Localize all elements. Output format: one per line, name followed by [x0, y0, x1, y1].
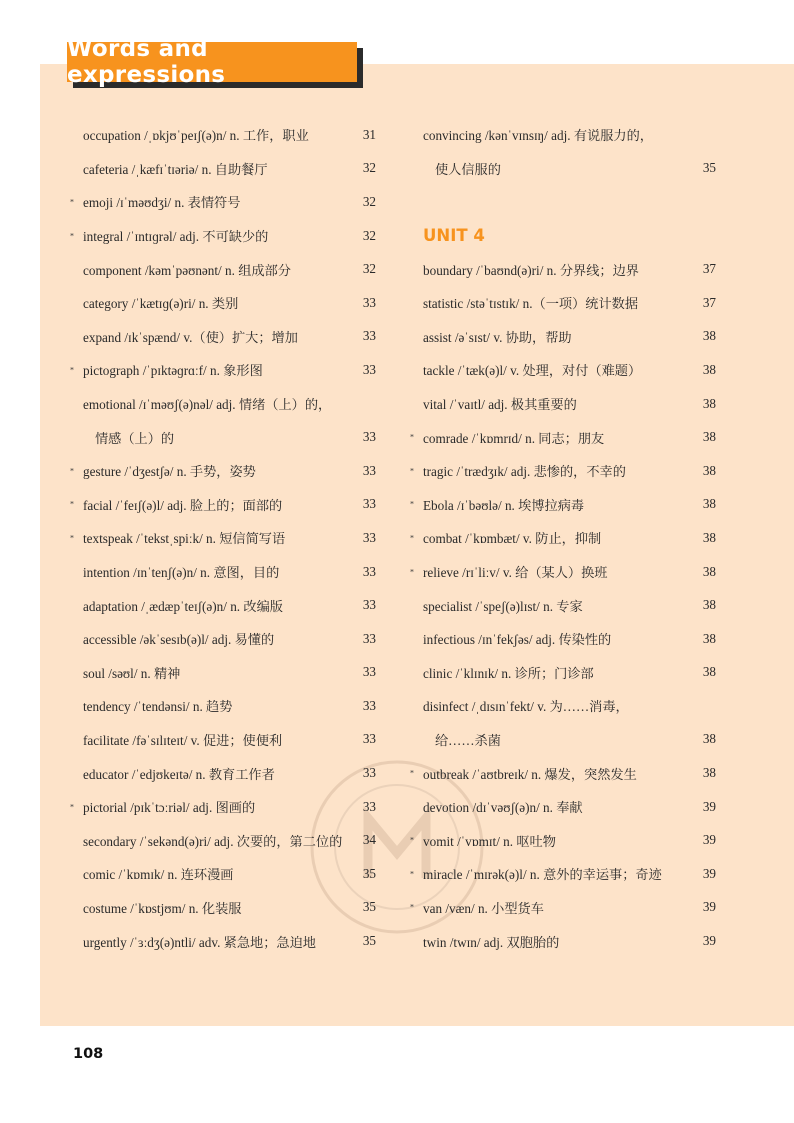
vocab-page-ref: 39 — [702, 899, 716, 915]
vocab-page-ref: 35 — [362, 865, 376, 881]
vocab-text: comrade /ˈkɒmrɪd/ n. 同志；朋友 — [423, 430, 605, 446]
star-marker-icon: * — [410, 835, 414, 845]
vocab-page-ref: 33 — [362, 664, 376, 680]
vocab-entry — [70, 118, 376, 152]
vocab-page-ref: 31 — [362, 126, 376, 142]
vocab-page-ref: 32 — [362, 227, 376, 243]
vocab-entry — [410, 656, 716, 690]
vocab-entry — [410, 756, 716, 790]
vocab-text: 使人信服的 — [435, 161, 501, 177]
star-marker-icon: * — [70, 365, 74, 375]
vocab-page-ref: 38 — [702, 496, 716, 512]
vocab-text: secondary /ˈsekənd(ə)ri/ adj. 次要的，第二位的 — [83, 833, 343, 849]
vocab-page-ref: 33 — [362, 563, 376, 579]
vocab-text: devotion /dɪˈvəʊʃ(ə)n/ n. 奉献 — [423, 800, 583, 816]
vocab-text: pictograph /ˈpɪktəɡrɑːf/ n. 象形图 — [83, 363, 263, 379]
vocab-entry — [70, 689, 376, 723]
vocab-entry — [410, 790, 716, 824]
vocab-entry — [70, 857, 376, 891]
vocab-page-ref: 33 — [362, 529, 376, 545]
vocab-page-ref: 33 — [362, 731, 376, 747]
vocab-text: 给……杀菌 — [435, 732, 501, 748]
vocab-page-ref: 38 — [702, 529, 716, 545]
vocab-text: facilitate /fəˈsɪlɪteɪt/ v. 促进；使便利 — [83, 732, 283, 748]
vocab-entry — [410, 588, 716, 622]
vocab-entry — [70, 185, 376, 219]
vocab-entry-continuation — [410, 152, 716, 186]
vocab-page-ref: 32 — [362, 160, 376, 176]
vocab-text: cafeteria /ˌkæfɪˈtɪəriə/ n. 自助餐厅 — [83, 161, 268, 177]
vocab-page-ref: 37 — [702, 294, 716, 310]
vocab-text: infectious /ɪnˈfekʃəs/ adj. 传染性的 — [423, 632, 612, 648]
vocab-page-ref: 33 — [362, 328, 376, 344]
vocab-text: emotional /ɪˈməʊʃ(ə)nəl/ adj. 情绪（上）的， — [83, 397, 332, 413]
star-marker-icon: * — [70, 230, 74, 240]
vocab-page-ref: 32 — [362, 261, 376, 277]
vocab-entry — [70, 152, 376, 186]
vocab-text: expand /ɪkˈspænd/ v.（使）扩大；增加 — [83, 329, 298, 345]
vocab-entry — [410, 353, 716, 387]
vocab-page-ref: 38 — [702, 361, 716, 377]
star-marker-icon: * — [70, 499, 74, 509]
vocab-text: component /kəmˈpəʊnənt/ n. 组成部分 — [83, 262, 291, 278]
star-marker-icon: * — [410, 466, 414, 476]
vocab-entry — [410, 891, 716, 925]
vocab-entry — [410, 488, 716, 522]
vocab-text: outbreak /ˈaʊtbreɪk/ n. 爆发，突然发生 — [423, 766, 637, 782]
vocab-entry — [70, 219, 376, 253]
vocab-entry — [70, 656, 376, 690]
vocab-entry — [70, 521, 376, 555]
vocab-entry — [70, 252, 376, 286]
vocab-text: tackle /ˈtæk(ə)l/ v. 处理，对付（难题） — [423, 363, 642, 379]
vocab-entry — [70, 286, 376, 320]
vocab-page-ref: 38 — [702, 765, 716, 781]
vocab-entry — [410, 118, 716, 152]
vocab-page-ref: 33 — [362, 630, 376, 646]
star-marker-icon: * — [410, 432, 414, 442]
vocab-text: gesture /ˈdʒestʃə/ n. 手势，姿势 — [83, 464, 256, 480]
vocab-text: tendency /ˈtendənsi/ n. 趋势 — [83, 699, 233, 715]
star-marker-icon: * — [410, 768, 414, 778]
vocab-text: soul /səʊl/ n. 精神 — [83, 665, 181, 681]
vocab-page-ref: 37 — [702, 261, 716, 277]
vocab-text: 情感（上）的 — [95, 430, 175, 446]
vocab-text: textspeak /ˈtekstˌspiːk/ n. 短信简写语 — [83, 531, 286, 547]
vocab-page-ref: 38 — [702, 328, 716, 344]
vocab-page-ref: 33 — [362, 361, 376, 377]
vocab-page-ref: 33 — [362, 429, 376, 445]
vocab-page-ref: 39 — [702, 798, 716, 814]
star-marker-icon: * — [410, 499, 414, 509]
vocab-page-ref: 35 — [702, 160, 716, 176]
vocab-text: combat /ˈkɒmbæt/ v. 防止，抑制 — [423, 531, 602, 547]
vocab-page-ref: 33 — [362, 462, 376, 478]
vocab-entry — [410, 320, 716, 354]
vocab-entry — [410, 454, 716, 488]
vocab-entry — [70, 723, 376, 757]
vocab-page-ref: 32 — [362, 193, 376, 209]
vocab-entry — [70, 588, 376, 622]
vocab-page-ref: 35 — [362, 933, 376, 949]
vocab-page-ref: 33 — [362, 798, 376, 814]
vocab-entry — [70, 488, 376, 522]
vocab-page-ref: 33 — [362, 294, 376, 310]
vocab-page-ref: 38 — [702, 664, 716, 680]
vocab-text: van /væn/ n. 小型货车 — [423, 900, 544, 916]
star-marker-icon: * — [70, 801, 74, 811]
vocab-entry — [410, 555, 716, 589]
star-marker-icon: * — [410, 533, 414, 543]
vocab-page-ref: 38 — [702, 395, 716, 411]
vocab-text: occupation /ˌɒkjʊˈpeɪʃ(ə)n/ n. 工作，职业 — [83, 128, 309, 144]
vocab-text: urgently /ˈɜːdʒ(ə)ntli/ adv. 紧急地；急迫地 — [83, 934, 316, 950]
vocab-text: clinic /ˈklɪnɪk/ n. 诊所；门诊部 — [423, 665, 594, 681]
vocab-entry — [410, 420, 716, 454]
vocab-page-ref: 33 — [362, 496, 376, 512]
right-word-column — [410, 118, 716, 958]
vocab-page-ref: 33 — [362, 697, 376, 713]
vocab-text: accessible /əkˈsesɪb(ə)l/ adj. 易懂的 — [83, 632, 275, 648]
page-title: Words and expressions — [67, 42, 357, 82]
vocab-text: educator /ˈedjʊkeɪtə/ n. 教育工作者 — [83, 766, 275, 782]
vocab-entry — [70, 756, 376, 790]
vocab-entry-continuation — [70, 420, 376, 454]
vocab-entry — [70, 454, 376, 488]
star-marker-icon: * — [70, 197, 74, 207]
star-marker-icon: * — [70, 533, 74, 543]
star-marker-icon: * — [410, 869, 414, 879]
vocab-text: vomit /ˈvɒmɪt/ n. 呕吐物 — [423, 833, 556, 849]
vocab-text: category /ˈkætɪɡ(ə)ri/ n. 类别 — [83, 296, 239, 312]
vocab-entry — [410, 387, 716, 421]
vocab-text: pictorial /pɪkˈtɔːriəl/ adj. 图画的 — [83, 800, 256, 816]
star-marker-icon: * — [70, 466, 74, 476]
vocab-page-ref: 39 — [702, 933, 716, 949]
vocab-page-ref: 39 — [702, 865, 716, 881]
vocab-page-ref: 38 — [702, 597, 716, 613]
vocab-text: twin /twɪn/ adj. 双胞胎的 — [423, 934, 560, 950]
vocab-text: relieve /rɪˈliːv/ v. 给（某人）换班 — [423, 565, 608, 581]
vocab-text: intention /ɪnˈtenʃ(ə)n/ n. 意图，目的 — [83, 565, 280, 581]
star-marker-icon: * — [410, 902, 414, 912]
vocab-page-ref: 33 — [362, 597, 376, 613]
page-number: 108 — [73, 1046, 104, 1062]
vocab-entry — [410, 622, 716, 656]
vocab-entry — [410, 924, 716, 958]
vocab-entry — [410, 521, 716, 555]
vocab-entry — [410, 689, 716, 723]
vocab-page-ref: 34 — [362, 832, 376, 848]
vocab-page-ref: 35 — [362, 899, 376, 915]
vocab-text: emoji /ɪˈməʊdʒi/ n. 表情符号 — [83, 195, 241, 211]
vocab-page-ref: 33 — [362, 765, 376, 781]
vocab-entry — [410, 252, 716, 286]
vocab-text: specialist /ˈspeʃ(ə)lɪst/ n. 专家 — [423, 598, 583, 614]
vocab-entry — [70, 823, 376, 857]
vocab-entry — [70, 790, 376, 824]
vocab-text: miracle /ˈmɪrək(ə)l/ n. 意外的幸运事；奇迹 — [423, 867, 662, 883]
vocab-entry — [70, 320, 376, 354]
vocab-entry — [70, 387, 376, 421]
vocab-text: tragic /ˈtrædʒɪk/ adj. 悲惨的，不幸的 — [423, 464, 626, 480]
vocab-text: facial /ˈfeɪʃ(ə)l/ adj. 脸上的；面部的 — [83, 497, 283, 513]
vocab-text: adaptation /ˌædæpˈteɪʃ(ə)n/ n. 改编版 — [83, 598, 283, 614]
vocab-text: integral /ˈɪntɪɡrəl/ adj. 不可缺少的 — [83, 229, 269, 245]
vocab-page-ref: 39 — [702, 832, 716, 848]
vocab-entry — [70, 891, 376, 925]
vocab-entry — [70, 353, 376, 387]
vocab-text: comic /ˈkɒmɪk/ n. 连环漫画 — [83, 867, 234, 883]
vocab-text: vital /ˈvaɪtl/ adj. 极其重要的 — [423, 397, 577, 413]
vocab-page-ref: 38 — [702, 429, 716, 445]
vocab-page-ref: 38 — [702, 630, 716, 646]
unit-heading: UNIT 4 — [423, 226, 485, 246]
vocab-text: Ebola /ɪˈbəʊlə/ n. 埃博拉病毒 — [423, 497, 585, 513]
vocab-page-ref: 38 — [702, 731, 716, 747]
vocab-entry — [410, 823, 716, 857]
vocab-text: boundary /ˈbaʊnd(ə)ri/ n. 分界线；边界 — [423, 262, 639, 278]
vocab-entry — [410, 286, 716, 320]
vocab-entry — [70, 555, 376, 589]
vocab-text: convincing /kənˈvɪnsɪŋ/ adj. 有说服力的， — [423, 128, 653, 144]
vocab-entry-continuation — [410, 723, 716, 757]
column-gap — [410, 185, 716, 219]
vocab-text: statistic /stəˈtɪstɪk/ n.（一项）统计数据 — [423, 296, 639, 312]
star-marker-icon: * — [410, 566, 414, 576]
vocab-text: assist /əˈsɪst/ v. 协助，帮助 — [423, 329, 572, 345]
vocab-page-ref: 38 — [702, 462, 716, 478]
vocab-entry — [70, 924, 376, 958]
vocab-text: costume /ˈkɒstjʊm/ n. 化装服 — [83, 900, 242, 916]
vocab-entry — [410, 857, 716, 891]
vocab-text: disinfect /ˌdɪsɪnˈfekt/ v. 为……消毒， — [423, 699, 629, 715]
vocab-page-ref: 38 — [702, 563, 716, 579]
vocab-entry — [70, 622, 376, 656]
left-word-column — [70, 118, 376, 958]
section-header — [67, 36, 357, 88]
